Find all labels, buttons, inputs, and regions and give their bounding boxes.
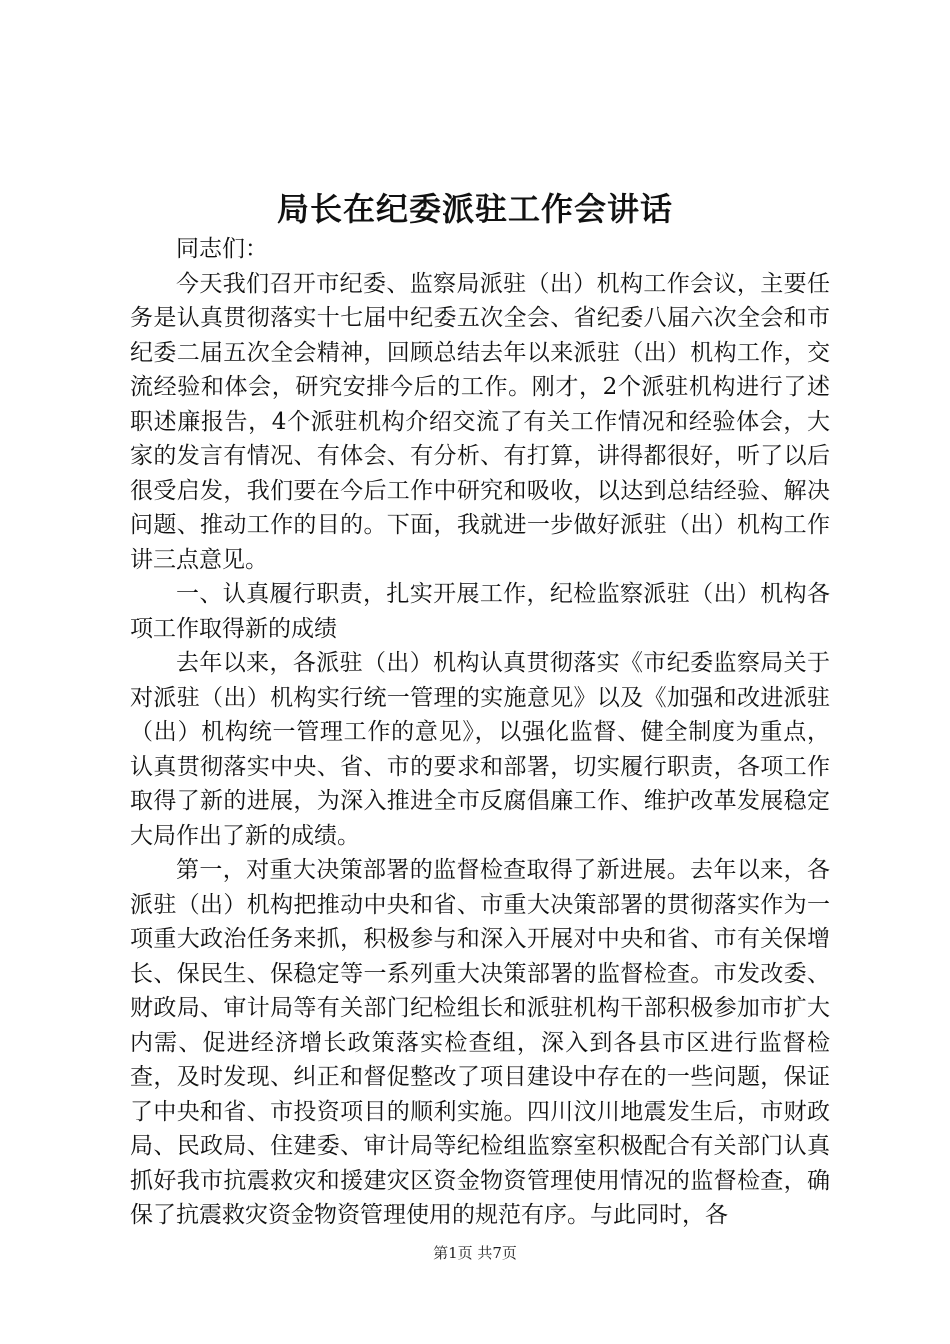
page-footer: 第1页 共7页 [433,1244,517,1262]
salutation-paragraph: 同志们： [176,236,268,262]
point-1-paragraph: 第一，对重大决策部署的监督检查取得了新进展。去年以来，各派驻（出）机构把推动中央和省、市重大决策部署的贯彻落实作为一项重大政治任务来抓，积极参与和深入开展对中央和省、市有关保增长、保民生、保稳定等一系列重大决策部署的监督检查。市发改委、财政局、审计局等有关部门纪检组长和派驻机构干部积极参加市扩大内需、促进经济增长政策落实检查组，深入到各县市区进行监督检查，及时发现、纠正和督促整改了项目建设中存在的一些问题，保证了中央和省、市投资项目的顺利实施。四川汶川地震发生后，市财政局、民政局、住建委、审计局等纪检组监察室积极配合有关部门认真抓好我市抗震救灾和援建灾区资金物资管理使用情况的监督检查，确保了抗震救灾资金物资管理使用的规范有序。与此同时，各 [130,857,830,1228]
section-heading-1: 一、认真履行职责，扎实开展工作，纪检监察派驻（出）机构各项工作取得新的成绩 [130,581,830,642]
document-title: 局长在纪委派驻工作会讲话 [276,190,673,228]
intro-paragraph: 今天我们召开市纪委、监察局派驻（出）机构工作会议，主要任务是认真贯彻落实十七届中纪委五次全会、省纪委八届六次全会和市纪委二届五次全会精神，回顾总结去年以来派驻（出）机构工作，交流经验和体会，研究安排今后的工作。刚才，2个派驻机构进行了述职述廉报告，4个派驻机构介绍交流了有关工作情况和经验体会，大家的发言有情况、有体会、有分析、有打算，讲得都很好，听了以后很受启发，我们要在今后工作中研究和吸收，以达到总结经验、解决问题、推动工作的目的。下面，我就进一步做好派驻（出）机构工作讲三点意见。 [130,270,830,573]
section-1-paragraph: 去年以来，各派驻（出）机构认真贯彻落实《市纪委监察局关于对派驻（出）机构实行统一管理的实施意见》以及《加强和改进派驻（出）机构统一管理工作的意见》，以强化监督、健全制度为重点，认真贯彻落实中央、省、市的要求和部署，切实履行职责，各项工作取得了新的进展，为深入推进全市反腐倡廉工作、维护改革发展稳定大局作出了新的成绩。 [130,650,830,849]
document-body [130,232,830,1233]
